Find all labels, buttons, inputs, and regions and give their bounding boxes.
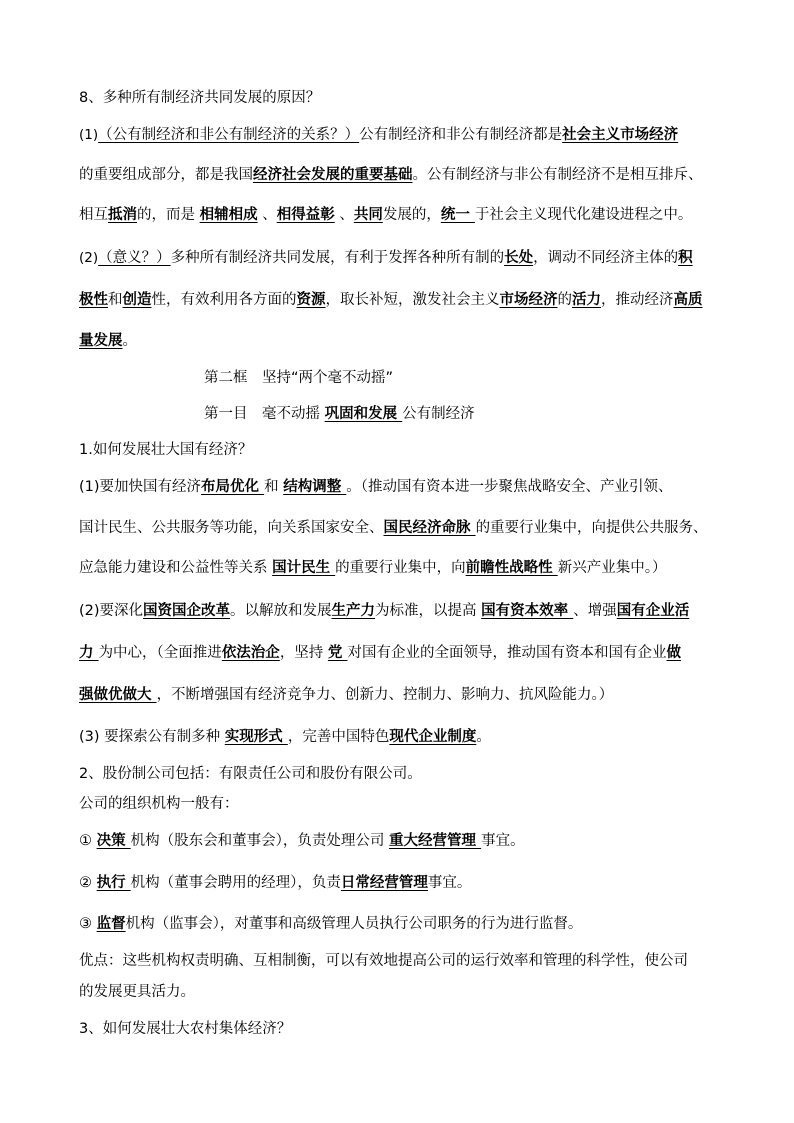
key-term: 社会主义市场经济 [562,127,679,143]
question-2-heading: 2、股份制公司包括：有限责任公司和股份有限公司。 [79,766,422,782]
question-1-heading: 1.如何发展壮大国有经济？ [79,442,253,458]
item-number: (2) [79,250,99,266]
text: 为中心，（全面推进 [98,645,222,661]
paragraph-line [79,685,719,705]
text: 事宜。 [427,875,472,891]
key-term: 资源 [296,292,326,308]
paragraph-line [79,248,719,268]
list-item [79,831,719,851]
paragraph-line: 公司的组织机构一般有： [79,796,239,812]
text: 。公有制经济与非公有制经济不是相互排斥、 [412,167,703,183]
key-term: 活力 [572,292,601,308]
key-term: 国有企业活 [616,603,690,619]
text: 公有制经济和非公有制经济都是 [359,127,563,143]
list-item [79,873,719,893]
text: 的重要组成部分，都是我国 [79,167,253,183]
question-3-heading: 3、如何发展壮大农村集体经济？ [79,1021,292,1037]
text: ，坚持 [279,645,328,661]
key-term: 量发展 [79,333,123,349]
list-item [79,914,719,934]
text: ，完善中国特色 [287,729,390,745]
text: (3) 要探索公有制多种 [79,729,225,745]
text: 、增强 [573,603,617,619]
text: (1)要加快国有经济 [79,479,202,495]
key-term: 监督 [96,916,126,932]
key-term: 日常经营管理 [340,875,428,891]
item-number: (1) [79,127,99,143]
text: 和 [108,292,123,308]
underlined-text: （公有制经济和非公有制经济的关系？） [98,127,360,143]
key-term: 执行 [96,875,131,891]
list-marker: ② [79,875,97,891]
text: 新兴产业集中。） [557,560,667,576]
key-term: 生产力 [331,603,376,619]
key-term: 长处 [504,250,534,266]
underlined-text: （意义？） [98,250,171,266]
text: 机构（监事会），对董事和高级管理人员执行公司职务的行为进行监督。 [125,916,583,932]
text: 、 [257,207,277,223]
text: 机构（股东会和董事会），负责处理公司 [130,833,390,849]
text: 、 [334,207,354,223]
paragraph-line [79,125,719,145]
key-term: 决策 [96,833,131,849]
paragraph-line [79,205,719,225]
key-term: 抵消 [108,207,137,223]
text: 的，而是 [137,207,200,223]
text: 国计民生、公共服务等功能，向关系国家安全、 [79,520,384,536]
key-term: 国有资本效率 [481,603,574,619]
paragraph-line: 优点：这些机构权责明确、互相制衡，可以有效地提高公司的运行效率和管理的科学性，使公司 [79,953,688,969]
key-term: 布局优化 [201,479,265,495]
key-term: 现代企业制度 [389,729,477,745]
key-term: 经济社会发展的重要基础 [253,167,413,183]
text: (2)要深化 [79,603,144,619]
key-term: 做 [666,645,681,661]
key-term: 市场经济 [499,292,558,308]
paragraph-line [79,601,719,621]
text: 。（推动国有资本进一步聚焦战略安全、产业引领、 [346,479,673,495]
paragraph-line [79,727,719,747]
text: 相互 [79,207,108,223]
paragraph-line [79,518,719,538]
key-term: 重大经营管理 [389,833,482,849]
list-marker: ① [79,833,97,849]
text: 事宜。 [481,833,525,849]
paragraph-line [79,331,719,351]
text: 多种所有制经济共同发展，有利于发挥各种所有制的 [170,250,505,266]
text: 发展的， [382,207,441,223]
key-term: 国计民生 [272,560,336,576]
text: 于社会主义现代化建设进程之中。 [474,207,693,223]
text: ，调动不同经济主体的 [533,250,679,266]
paragraph-line [79,290,719,310]
text: 第一目 毫不动摇 [204,406,325,422]
text: 。以解放和发展 [230,603,332,619]
key-term: 实现形式 [224,729,288,745]
text: 的重要行业集中，向 [335,560,466,576]
key-term: 高质 [673,292,703,308]
key-term: 极性 [79,292,108,308]
text: 为标准，以提高 [375,603,482,619]
key-term: 共同 [353,207,383,223]
paragraph-line [79,165,719,185]
key-term: 依法治企 [221,645,280,661]
text: 对国有企业的全面领导，推动国有资本和国有企业 [347,645,667,661]
paragraph-line [79,643,719,663]
text: 机构（董事会聘用的经理），负责 [130,875,341,891]
key-term: 相辅相成 [199,207,258,223]
key-term: 党 [327,645,348,661]
key-term: 国资国企改革 [143,603,231,619]
section-title: 第二框 坚持“两个毫不动摇” [204,370,394,386]
text: 。 [122,333,137,349]
key-term: 统一 [440,207,475,223]
key-term: 创造 [122,292,152,308]
key-term: 巩固和发展 [324,406,403,422]
key-term: 前瞻性战略性 [465,560,558,576]
key-term: 国民经济命脉 [383,520,476,536]
text: ，不断增强国有经济竞争力、创新力、控制力、影响力、抗风险能力。） [156,687,614,703]
text: 的重要行业集中，向提供公共服务、 [475,520,708,536]
key-term: 积 [678,250,693,266]
text: ，推动经济 [601,292,674,308]
text: 和 [264,479,284,495]
key-term: 相得益彰 [276,207,335,223]
key-term: 力 [79,645,99,661]
key-term: 强做优做大 [79,687,157,703]
list-marker: ③ [79,916,97,932]
text: 应急能力建设和公益性等关系 [79,560,273,576]
text: 公有制经济 [402,406,475,422]
paragraph-line: 的发展更具活力。 [79,984,195,1000]
subsection-title [204,404,794,424]
text: ，取长补短，激发社会主义 [325,292,500,308]
key-term: 结构调整 [283,479,347,495]
text: 的 [557,292,572,308]
text: 性，有效利用各方面的 [151,292,297,308]
question-8-heading: 8、多种所有制经济共同发展的原因？ [79,90,321,106]
paragraph-line [79,477,719,497]
paragraph-line [79,558,719,578]
text: 。 [476,729,491,745]
